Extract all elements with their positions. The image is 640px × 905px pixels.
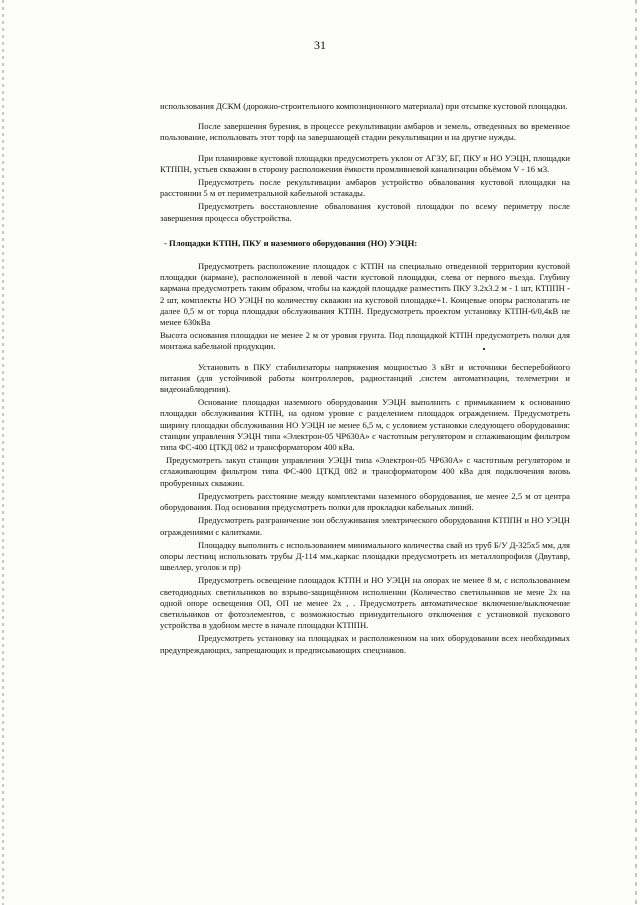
paragraph: Установить в ПКУ стабилизаторы напряжения мощностью 3 кВт и источники бесперебойного питания (для устойчивой работы контроллеров, радиостанций ,систем автоматизации, телеметрии и видеонаблюдения).: [160, 361, 570, 395]
paragraph: При планировке кустовой площадки предусмотреть уклон от АГЗУ, БГ, ПКУ и НО УЭЦН, площадки КТППН, устьев скважин в сторону расположения ёмкости промливневой канализации объёмом V - 16 м3.: [160, 152, 570, 174]
paragraph: Высота основания площадки не менее 2 м от уровня грунта. Под площадкой КТПН предусмотреть полки для монтажа кабельной продукции.: [160, 330, 570, 352]
paragraph: Предусмотреть расположение площадок с КТПН на специально отведенной территории кустовой площадки (кармане), расположенной в левой части кустовой площадки, слева от первого въезда. Глубину кармана предусмотреть таким образом, чтобы на каждой площадке разместить ПКУ 3.2х3.2 м - 1 шт, КТППН - 2 шт, комплекты НО УЭЦН по количеству скважин на кустовой площадке+1. Концевые опоры располагать не далее 0,5 м от торца площадки обслуживания КТПН. Предусмотреть проектом установку КТПН-6/0,4кВ не менее 630кВа: [160, 261, 570, 328]
section-heading: - Площадки КТПН, ПКУ и наземного оборудования (НО) УЭЦН:: [164, 237, 418, 248]
paragraph: Площадку выполнить с использованием минимального количества свай из труб Б/У Д-325х5 мм, для опоры лестниц использовать трубы Д-114 мм.,каркас площадки предусмотреть из металлопрофиля (Двутавр, швеллер, уголок и пр): [160, 539, 570, 573]
paragraph: Предусмотреть освещение площадок КТПН и НО УЭЦН на опорах не менее 8 м, с использованием светодиодных светильников во взрыво-защищённом исполнении (Количество светильников не мене 2х на одной опоре освещения ОП, ОП не менее 2х , . Предусмотреть автоматическое включение/выключение светильников от фотоэлементов, с возможностью принудительного отключения с установкой пускового устройства в удобном месте в начале площадки КТППН.: [160, 575, 570, 631]
paragraph: использования ДСКМ (дорожно-строительного композиционного материала) при отсыпке кустовой площадки.: [160, 101, 568, 111]
paragraph: Предусмотреть установку на площадках и расположенном на них оборудовании всех необходимых предупреждающих, запрещающих и предписывающих спецзнаков.: [160, 633, 570, 655]
paragraph: Основание площадки наземного оборудования УЭЦН выполнить с примыканием к основанию площадки обслуживания КТПН, на одном уровне с разделением площадок ограждением. Предусмотреть ширину площадки обслуживания НО УЭЦН не менее 6,5 м, с условием установки следующего оборудования: станции управления УЭЦН типа «Электрон-05 ЧР630А» с частотным регулятором и сглаживающим фильтром типа ФС-400 ЦТКД 082 и трансформатором 400 кВа.: [160, 397, 570, 453]
paragraph: Предусмотреть закуп станции управления УЭЦН типа «Электрон-05 ЧР630А» с частотным регулятором и сглаживающим фильтром типа ФС-400 ЦТКД 082 и трансформатором 400 кВа для подключения вновь пробуренных скважин.: [160, 455, 570, 488]
paragraph: После завершения бурения, в процессе рекультивации амбаров и земель, отведенных во временное пользование, использовать этот торф на завершающей стадии рекультивации и на другие нужды.: [160, 121, 570, 143]
paragraph: Предусмотреть восстановление обвалования кустовой площадки по всему периметру после завершения процесса обустройства.: [160, 201, 570, 223]
paragraph: Предусмотреть разграничение зон обслуживания электрического оборудования КТППН и НО УЭЦН ограждениями с калитками.: [160, 515, 570, 537]
scan-edge-right: [635, 0, 637, 905]
document-body: [160, 101, 570, 665]
page-number: 31: [314, 38, 326, 52]
scan-dot: [483, 348, 485, 350]
paragraph: Предусмотреть после рекультивации амбаров устройство обвалования кустовой площадки на расстоянии 5 м от периметральной кабельной эстакады.: [160, 177, 570, 199]
scan-edge-left: [2, 0, 4, 905]
paragraph: Предусмотреть расстояние между комплектами наземного оборудования, не менее 2,5 м от центра оборудования. Под основания предусмотреть полки для прокладки кабельных линий.: [160, 490, 570, 513]
